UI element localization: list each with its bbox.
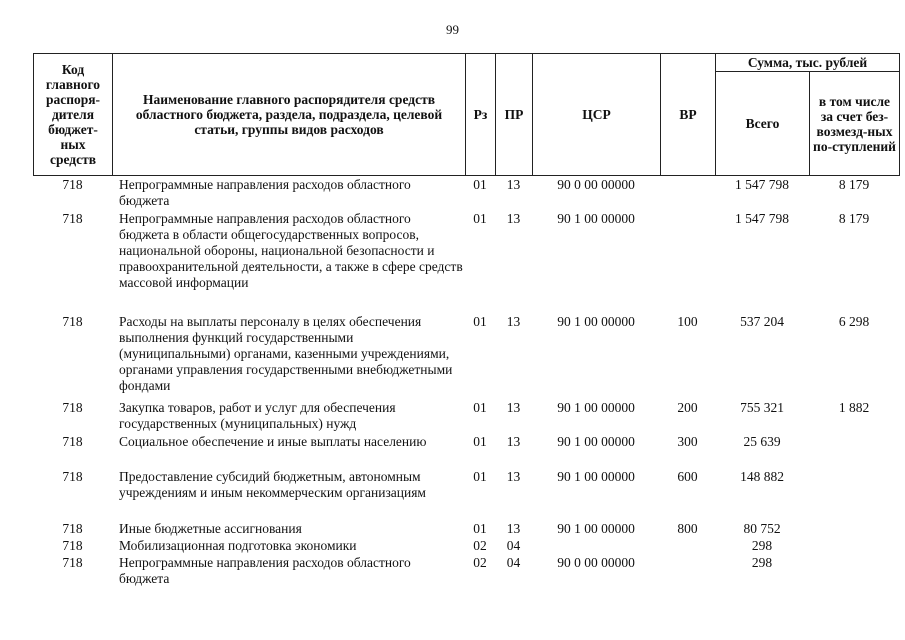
cell-csr: 90 1 00 00000 (557, 314, 635, 329)
cell-code: 718 (62, 538, 83, 553)
header-pr: ПР (496, 54, 533, 176)
table-body (33, 177, 885, 589)
cell-total: 298 (751, 555, 773, 570)
cell-total: 755 321 (740, 400, 784, 415)
cell-csr: 90 1 00 00000 (557, 521, 635, 536)
cell-csr: 90 0 00 00000 (557, 555, 635, 570)
cell-code: 718 (62, 211, 83, 226)
cell-name: Непрограммные направления расходов областного бюджета (119, 555, 411, 586)
cell-rz: 01 (473, 314, 487, 329)
cell-code: 718 (62, 177, 83, 192)
cell-name: Предоставление субсидий бюджетным, автономным учреждениям и иным некоммерческим организациям (119, 469, 426, 500)
cell-name: Закупка товаров, работ и услуг для обеспечения государственных (муниципальных) нужд (119, 400, 396, 431)
cell-free: 1 882 (838, 400, 870, 415)
cell-code: 718 (62, 521, 83, 536)
cell-code: 718 (62, 555, 83, 570)
cell-pr: 13 (506, 434, 521, 449)
cell-name: Непрограммные направления расходов областного бюджета (119, 177, 411, 208)
cell-rz: 01 (473, 177, 487, 192)
cell-total: 1 547 798 (735, 177, 789, 192)
cell-total: 25 639 (743, 434, 781, 449)
cell-vr: 100 (677, 314, 698, 329)
table-row (33, 521, 885, 538)
cell-rz: 01 (473, 434, 487, 449)
cell-vr: 600 (677, 469, 698, 484)
cell-rz: 01 (473, 469, 487, 484)
cell-pr: 13 (506, 400, 521, 415)
cell-pr: 13 (506, 177, 521, 192)
header-rz: Рз (466, 54, 496, 176)
table-row (33, 434, 885, 469)
page-number: 99 (446, 22, 459, 37)
cell-name: Непрограммные направления расходов областного бюджета в области общегосударственных вопросов, национальной обороны, национальной безопасности и правоохранительной деятельности, а также в сфере средств массовой информации (119, 211, 463, 290)
cell-name: Расходы на выплаты персоналу в целях обеспечения выполнения функций государственными (муниципальными) органами, казенными учреждениями, органами управления государственными внебюджетными фондами (119, 314, 453, 393)
header-code: Код главного распоря-дителя бюджет-ных средств (34, 54, 113, 176)
table-row (33, 555, 885, 589)
cell-free: 6 298 (838, 314, 870, 329)
header-csr: ЦСР (533, 54, 661, 176)
header-vr: ВР (661, 54, 716, 176)
header-name: Наименование главного распорядителя средств областного бюджета, раздела, подраздела, целевой статьи, группы видов расходов (113, 54, 466, 176)
cell-name: Иные бюджетные ассигнования (119, 521, 302, 536)
table-row (33, 177, 885, 211)
cell-total: 1 547 798 (735, 211, 789, 226)
header-sum: Сумма, тыс. рублей (716, 54, 900, 72)
table-row (33, 211, 885, 314)
cell-code: 718 (62, 469, 83, 484)
cell-rz: 02 (473, 538, 487, 553)
cell-name: Мобилизационная подготовка экономики (119, 538, 357, 553)
cell-total: 80 752 (743, 521, 781, 536)
table-header (33, 53, 900, 176)
header-total: Всего (716, 72, 810, 176)
cell-vr: 200 (677, 400, 698, 415)
cell-csr: 90 1 00 00000 (557, 400, 635, 415)
cell-code: 718 (62, 400, 83, 415)
cell-pr: 04 (506, 538, 521, 553)
cell-pr: 13 (506, 314, 521, 329)
table-row (33, 469, 885, 521)
cell-vr: 800 (677, 521, 698, 536)
cell-free: 8 179 (838, 211, 870, 226)
cell-code: 718 (62, 434, 83, 449)
cell-free: 8 179 (838, 177, 870, 192)
table-row (33, 314, 885, 400)
table-row (33, 538, 885, 555)
cell-rz: 02 (473, 555, 487, 570)
cell-name: Социальное обеспечение и иные выплаты населению (119, 434, 427, 449)
cell-total: 148 882 (740, 469, 784, 484)
cell-rz: 01 (473, 211, 487, 226)
header-incl-free: в том числе за счет без-возмезд-ных по-ступлений (810, 72, 900, 176)
cell-vr: 300 (677, 434, 698, 449)
cell-total: 298 (751, 538, 773, 553)
table-row (33, 400, 885, 434)
cell-pr: 04 (506, 555, 521, 570)
cell-pr: 13 (506, 521, 521, 536)
cell-csr: 90 1 00 00000 (557, 469, 635, 484)
cell-rz: 01 (473, 521, 487, 536)
cell-csr: 90 0 00 00000 (557, 177, 635, 192)
cell-csr: 90 1 00 00000 (557, 211, 635, 226)
cell-csr: 90 1 00 00000 (557, 434, 635, 449)
cell-pr: 13 (506, 211, 521, 226)
cell-code: 718 (62, 314, 83, 329)
cell-pr: 13 (506, 469, 521, 484)
cell-total: 537 204 (740, 314, 784, 329)
cell-rz: 01 (473, 400, 487, 415)
